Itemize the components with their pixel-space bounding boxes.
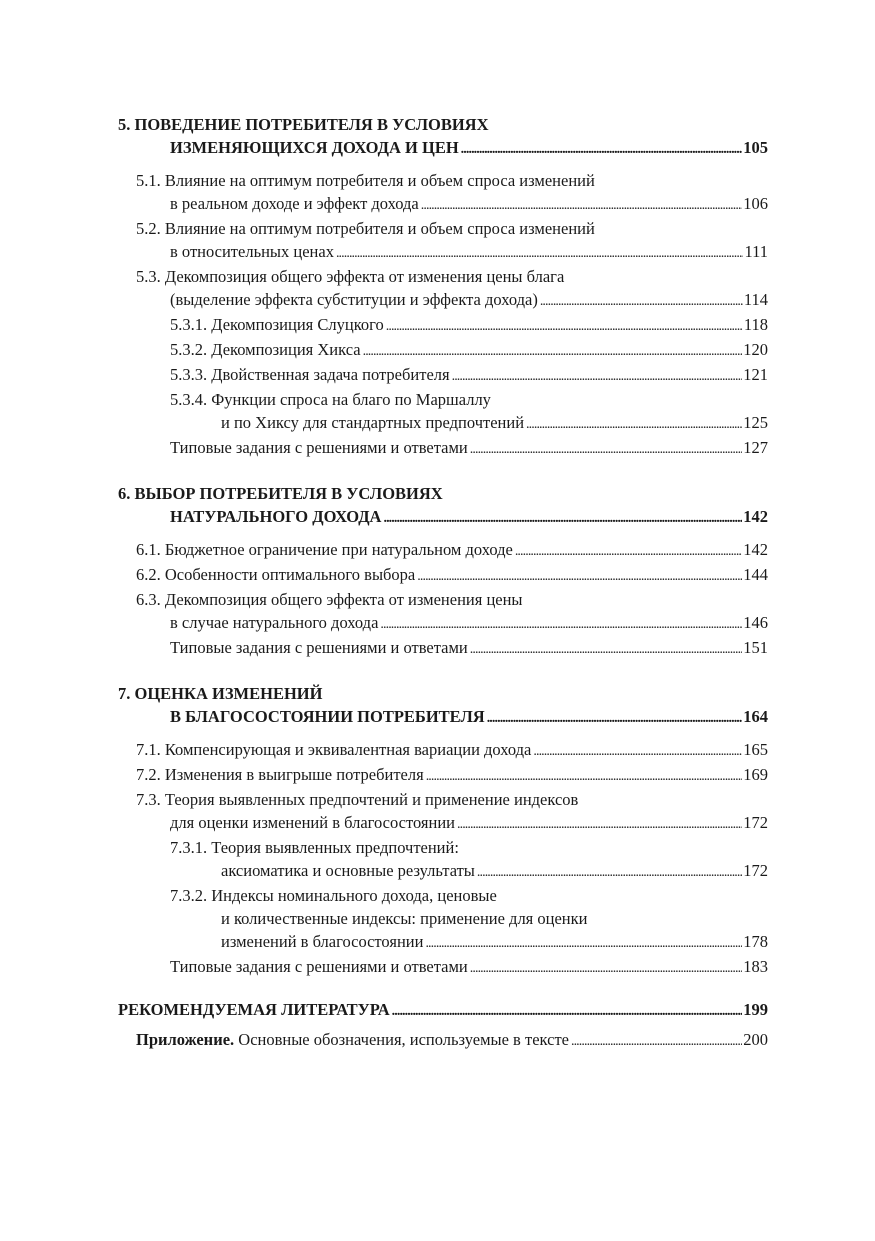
page-number: 114 [743,290,768,309]
entry-title: 7.3.2. Индексы номинального дохода, ценовые [170,886,497,905]
dot-leader [383,505,742,530]
entry-title: и количественные индексы: применение для оценки [221,909,588,928]
toc-entry-7-1[interactable] [118,738,768,763]
entry-title: РЕКОМЕНДУЕМАЯ ЛИТЕРАТУРА [118,1000,390,1019]
page-number: 146 [743,613,768,632]
page-number: 127 [743,438,768,457]
page-number: 151 [743,638,768,657]
dot-leader [461,136,743,161]
dot-leader [452,363,743,388]
entry-title: 5.3. Декомпозиция общего эффекта от изменения цены блага [136,267,565,286]
toc-entry-7-3-2[interactable] [118,884,768,955]
entry-title: в реальном доходе и эффект дохода [170,194,419,213]
chapter-title: ИЗМЕНЯЮЩИХСЯ ДОХОДА И ЦЕН [170,138,459,157]
chapter-title: В БЛАГОСОСТОЯНИИ ПОТРЕБИТЕЛЯ [170,707,485,726]
toc-entry-5-3-2[interactable] [118,338,768,363]
toc-bibliography[interactable] [118,998,768,1023]
entry-title: 7.2. Изменения в выигрыше потребителя [136,765,424,784]
entry-title: аксиоматика и основные результаты [221,861,475,880]
toc-entry-7-3[interactable] [118,788,768,836]
page-number: 106 [743,194,768,213]
entry-title [136,1028,569,1051]
entry-title: 5.1. Влияние на оптимум потребителя и объем спроса изменений [136,171,595,190]
table-of-contents [118,113,768,1053]
appendix-text: Основные обозначения, используемые в тексте [238,1030,569,1049]
dot-leader [392,998,743,1023]
entry-title: Типовые задания с решениями и ответами [170,438,468,457]
dot-leader [421,192,742,217]
toc-entry-6-3[interactable] [118,588,768,636]
entry-title: Типовые задания с решениями и ответами [170,957,468,976]
page-number: 199 [743,1000,768,1019]
page-number: 200 [743,1030,768,1049]
toc-entry-5-3[interactable] [118,265,768,313]
dot-leader [487,705,743,730]
entry-title: 5.3.3. Двойственная задача потребителя [170,365,450,384]
page-number: 164 [743,707,768,726]
dot-leader [425,930,742,955]
entry-title: 6.2. Особенности оптимального выбора [136,565,416,584]
page-number: 144 [743,565,768,584]
page-number: 120 [743,340,768,359]
dot-leader [571,1028,742,1053]
toc-entry-5-3-4[interactable] [118,388,768,436]
toc-chapter-6[interactable] [118,482,768,530]
toc-tasks-6[interactable] [118,636,768,661]
dot-leader [526,411,742,436]
entry-title: 5.3.4. Функции спроса на благо по Маршаллу [170,390,491,409]
dot-leader [470,436,742,461]
dot-leader [380,611,742,636]
toc-entry-6-2[interactable] [118,563,768,588]
entry-title: 5.3.1. Декомпозиция Слуцкого [170,315,384,334]
toc-entry-5-3-1[interactable] [118,313,768,338]
page-number: 125 [743,413,768,432]
dot-leader [417,563,742,588]
entry-title: Типовые задания с решениями и ответами [170,638,468,657]
dot-leader [470,636,742,661]
entry-title: 6.3. Декомпозиция общего эффекта от изменения цены [136,590,523,609]
entry-title: 7.3.1. Теория выявленных предпочтений: [170,838,459,857]
dot-leader [386,313,743,338]
entry-title: изменений в благосостоянии [221,932,424,951]
toc-entry-5-2[interactable] [118,217,768,265]
toc-tasks-5[interactable] [118,436,768,461]
entry-title: 7.3. Теория выявленных предпочтений и применение индексов [136,790,579,809]
toc-appendix[interactable] [118,1028,768,1053]
toc-chapter-5[interactable] [118,113,768,161]
dot-leader [477,859,742,884]
page-number: 121 [743,365,768,384]
dot-leader [336,240,744,265]
toc-entry-7-3-1[interactable] [118,836,768,884]
page-number: 142 [743,540,768,559]
entry-title: в случае натурального дохода [170,613,379,632]
page-number: 169 [743,765,768,784]
entry-title: 7.1. Компенсирующая и эквивалентная вариации дохода [136,740,532,759]
chapter-title: 7. ОЦЕНКА ИЗМЕНЕНИЙ [118,684,323,703]
page-number: 183 [743,957,768,976]
dot-leader [426,763,743,788]
page-number: 142 [743,507,768,526]
entry-title: (выделение эффекта субституции и эффекта дохода) [170,290,538,309]
chapter-title: НАТУРАЛЬНОГО ДОХОДА [170,507,382,526]
toc-entry-6-1[interactable] [118,538,768,563]
page-number: 111 [744,242,768,261]
page-number: 165 [743,740,768,759]
toc-entry-5-1[interactable] [118,169,768,217]
entry-title: 5.3.2. Декомпозиция Хикса [170,340,361,359]
appendix-label: Приложение. [136,1030,235,1049]
entry-title: 5.2. Влияние на оптимум потребителя и объем спроса изменений [136,219,595,238]
dot-leader [533,738,742,763]
dot-leader [457,811,742,836]
dot-leader [540,288,743,313]
entry-title: 6.1. Бюджетное ограничение при натуральном доходе [136,540,513,559]
dot-leader [470,955,742,980]
toc-tasks-7[interactable] [118,955,768,980]
entry-title: для оценки изменений в благосостоянии [170,813,455,832]
chapter-title: 5. ПОВЕДЕНИЕ ПОТРЕБИТЕЛЯ В УСЛОВИЯХ [118,115,489,134]
entry-title: и по Хиксу для стандартных предпочтений [221,413,525,432]
page-number: 172 [743,813,768,832]
entry-title: в относительных ценах [170,242,334,261]
dot-leader [515,538,742,563]
toc-chapter-7[interactable] [118,682,768,730]
page-number: 172 [743,861,768,880]
chapter-title: 6. ВЫБОР ПОТРЕБИТЕЛЯ В УСЛОВИЯХ [118,484,443,503]
page-number: 105 [743,138,768,157]
dot-leader [363,338,743,363]
toc-entry-7-2[interactable] [118,763,768,788]
toc-entry-5-3-3[interactable] [118,363,768,388]
page-number: 178 [743,932,768,951]
page-number: 118 [743,315,768,334]
